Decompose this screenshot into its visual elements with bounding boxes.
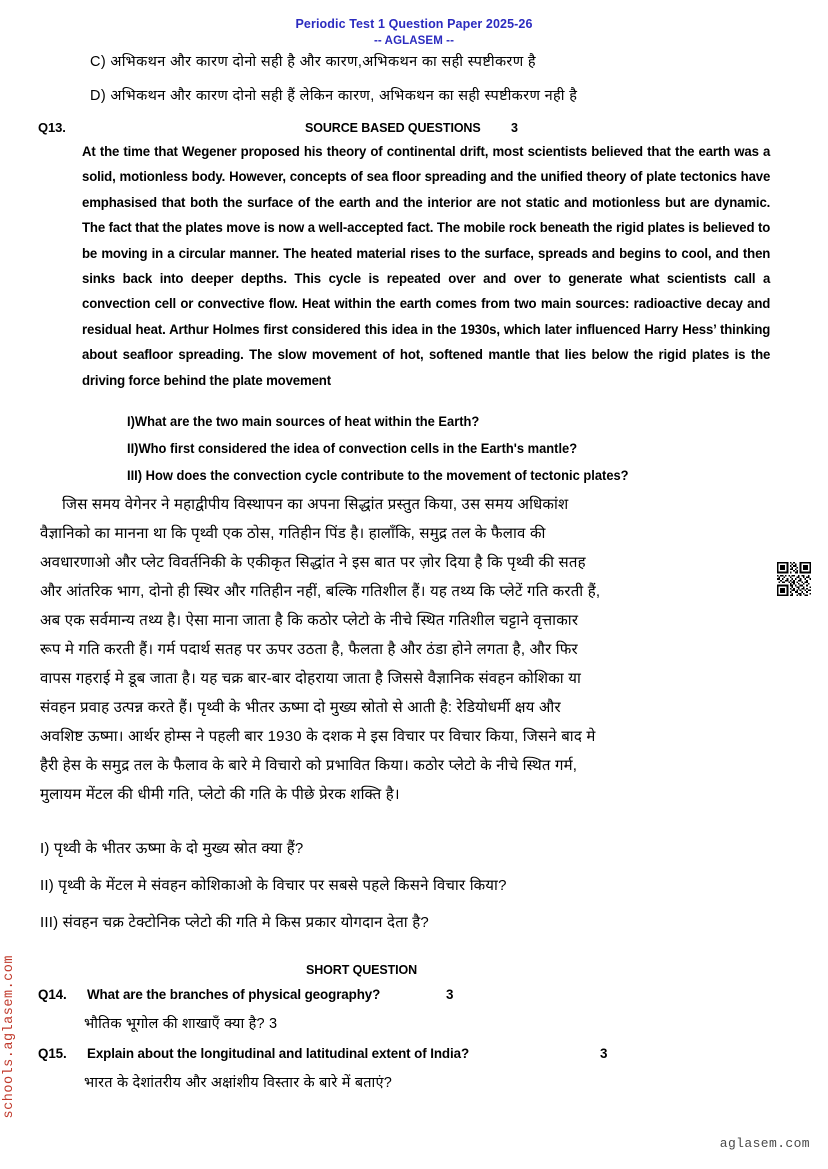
question-number-q14: Q14.	[38, 987, 67, 1002]
sub-question-en-3: III) How does the convection cycle contribute to the movement of tectonic plates?	[127, 468, 629, 483]
question-text-q15-hi: भारत के देशांतरीय और अक्षांशीय विस्तार के बारे में बताएं?	[84, 1075, 392, 1091]
passage-hindi-line-4: और आंतरिक भाग, दोनो ही स्थिर और गतिहीन नहीं, बल्कि गतिशील हैं। यह तथ्य कि प्लेटें गति करती हैं,	[40, 583, 601, 600]
marks-q14: 3	[446, 987, 454, 1002]
marks-q15: 3	[600, 1046, 608, 1061]
passage-hindi-line-7: वापस गहराई मे डूब जाता है। यह चक्र बार-बार दोहराया जाता है जिससे वैज्ञानिक संवहन कोशिका या	[40, 670, 582, 687]
passage-english: At the time that Wegener proposed his theory of continental drift, most scientists believed that the earth was a solid, motionless body. However, concepts of sea floor spreading and the unified theory of plate tectonics have emphasised that both the surface of the earth and the interior are not static and motionless but are dynamic. The fact that the plates move is now a well-accepted fact. The mobile rock beneath the rigid plates is believed to be moving in a circular manner. The heated material rises to the surface, spreads and begins to cool, and then sinks back into deeper depths. This cycle is repeated over and over to generate what scientists call a convection cell or convective flow. Heat within the earth comes from two main sources: radioactive decay and residual heat. Arthur Holmes first considered this idea in the 1930s, which later influenced Harry Hess’ thinking about seafloor spreading. The slow movement of hot, softened mantle that lies below the rigid plates is the driving force behind the plate movement	[82, 144, 771, 389]
sub-question-hi-2: II) पृथ्वी के मेंटल मे संवहन कोशिकाओ के विचार पर सबसे पहले किसने विचार किया?	[40, 877, 507, 894]
passage-hindi-line-5: अब एक सर्वमान्य तथ्य है। ऐसा माना जाता है कि कठोर प्लेटो के नीचे स्थित गतिशील चट्टाने वृत्ताकार	[40, 612, 579, 629]
passage-hindi-line-2: वैज्ञानिको का मानना था कि पृथ्वी एक ठोस, गतिहीन पिंड है। हालाँकि, समुद्र तल के फैलाव की	[40, 525, 546, 542]
mcq-option-c: C) अभिकथन और कारण दोनो सही है और कारण,अभिकथन का सही स्पष्टीकरण है	[90, 54, 536, 70]
passage-hindi-line-3: अवधारणाओ और प्लेट विवर्तनिकी के एकीकृत सिद्धांत ने इस बात पर ज़ोर दिया है कि पृथ्वी की सतह	[40, 554, 586, 571]
question-text-q14-hi: भौतिक भूगोल की शाखाएँ क्या है? 3	[84, 1016, 278, 1032]
document-subtitle: -- AGLASEM --	[373, 35, 455, 47]
passage-hindi-line-9: अवशिष्ट ऊष्मा। आर्थर होम्स ने पहली बार 1930 के दशक मे इस विचार पर विचार किया, जिसने बाद मे	[40, 728, 596, 745]
watermark-side: schools.aglasem.com	[2, 955, 17, 1119]
document-title: Periodic Test 1 Question Paper 2025-26	[295, 17, 533, 31]
watermark-corner: aglasem.com	[719, 1136, 810, 1151]
passage-hindi-line-1: जिस समय वेगेनर ने महाद्वीपीय विस्थापन का अपना सिद्धांत प्रस्तुत किया, उस समय अधिकांश	[62, 496, 569, 513]
passage-hindi-line-11: मुलायम मेंटल की धीमी गति, प्लेटो की गति के पीछे प्रेरक शक्ति है।	[40, 786, 400, 803]
mcq-option-d: D) अभिकथन और कारण दोनो सही हैं लेकिन कारण, अभिकथन का सही स्पष्टीकरण नही है	[90, 88, 578, 104]
passage-hindi-line-10: हैरी हेस के समुद्र तल के फैलाव के बारे मे विचारो को प्रभावित किया। कठोर प्लेटो के नीचे स्थित गर्म,	[40, 757, 578, 774]
sub-question-hi-1: I) पृथ्वी के भीतर ऊष्मा के दो मुख्य स्रोत क्या हैं?	[40, 840, 304, 857]
document-header	[0, 16, 828, 50]
question-text-q14-en: What are the branches of physical geography?	[87, 987, 381, 1002]
section-title-source-based: SOURCE BASED QUESTIONS	[305, 121, 481, 135]
marks-q13: 3	[511, 121, 518, 135]
sub-question-hi-3: III) संवहन चक्र टेक्टोनिक प्लेटो की गति मे किस प्रकार योगदान देता है?	[40, 914, 429, 931]
qr-code[interactable]	[777, 562, 811, 596]
passage-hindi-line-8: संवहन प्रवाह उत्पन्न करते हैं। पृथ्वी के भीतर ऊष्मा दो मुख्य स्रोतो से आती है: रेडियोधर्मी क्षय और	[40, 699, 561, 716]
question-number-q15: Q15.	[38, 1046, 67, 1061]
section-title-short-question: SHORT QUESTION	[306, 963, 418, 977]
question-text-q15-en: Explain about the longitudinal and latitudinal extent of India?	[87, 1046, 470, 1061]
sub-question-en-2: II)Who first considered the idea of convection cells in the Earth's mantle?	[127, 441, 578, 456]
sub-question-en-1: I)What are the two main sources of heat within the Earth?	[127, 414, 480, 429]
question-number-q13: Q13.	[38, 120, 66, 135]
passage-hindi-line-6: रूप मे गति करती हैं। गर्म पदार्थ सतह पर ऊपर उठता है, फैलता है और ठंडा होने लगता है, और फिर	[40, 641, 578, 658]
